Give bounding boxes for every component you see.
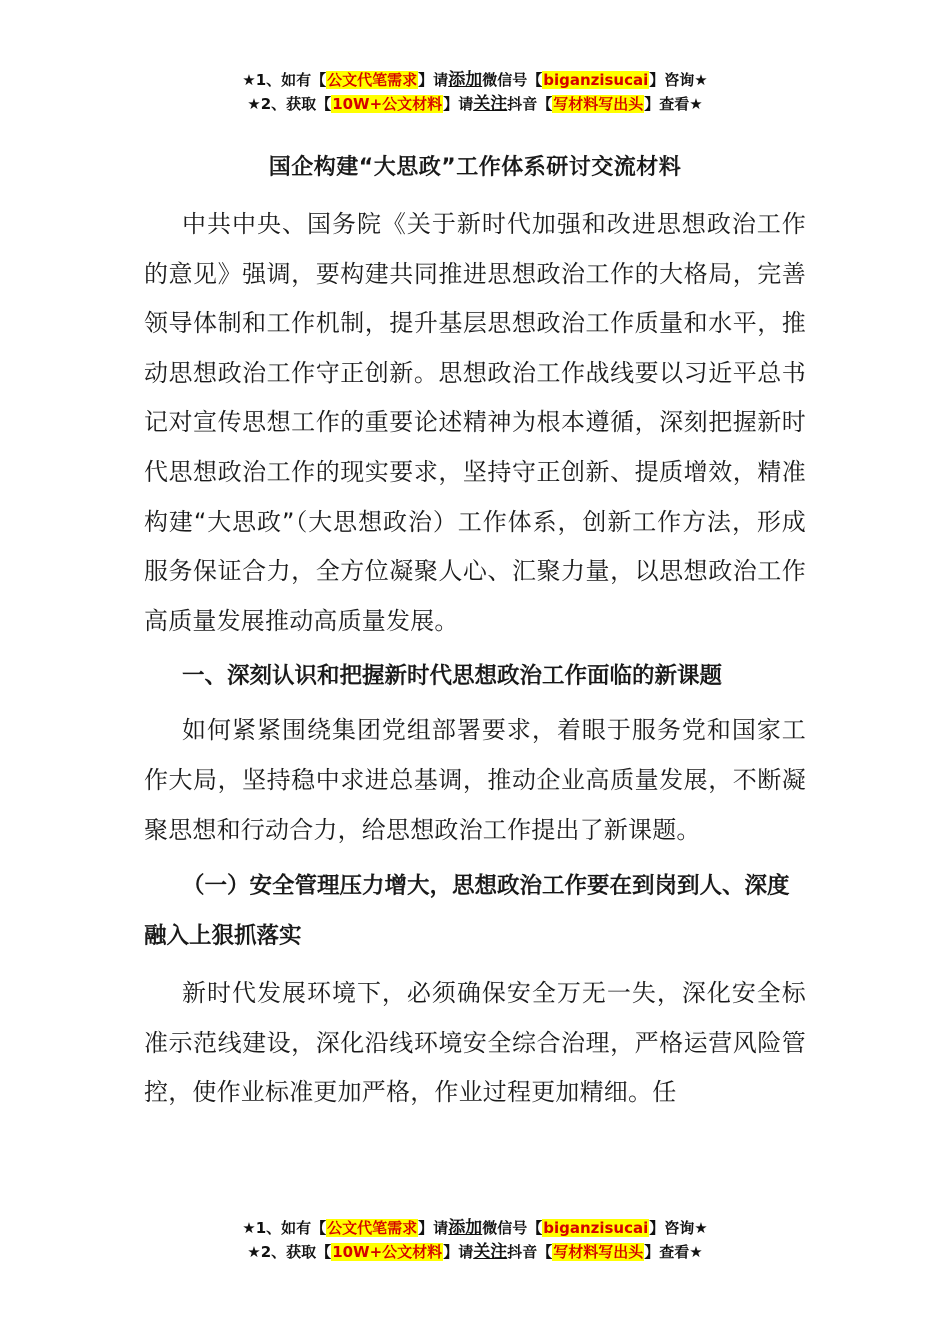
promo-wechat-id: biganzisucai <box>543 71 649 89</box>
promo-text: 微信号【 <box>482 71 543 89</box>
promo-highlight: 10W+公文材料 <box>332 95 443 113</box>
promo-emphasis: 添加 <box>448 1218 483 1238</box>
section-heading-1: 一、深刻认识和把握新时代思想政治工作面临的新课题 <box>182 663 723 690</box>
promo-banner-top <box>0 68 950 116</box>
promo-suffix: 】咨询★ <box>649 71 708 89</box>
promo-prefix: ★2、获取【 <box>247 1243 332 1261</box>
promo-line-2 <box>0 92 950 116</box>
subsection-heading-1: （一）安全管理压力增大，思想政治工作要在到岗到人、深度融入上狠抓落实 <box>144 873 790 950</box>
promo-emphasis: 添加 <box>448 70 483 90</box>
subsection-1-paragraph: 新时代发展环境下，必须确保安全万无一失，深化安全标准示范线建设，深化沿线环境安全综合治理，严格运营风险管控，使作业标准更加严格，作业过程更加精细。任 <box>144 979 806 1107</box>
promo-suffix: 】咨询★ <box>649 1219 708 1237</box>
promo-line-2 <box>0 1240 950 1264</box>
promo-douyin-id: 写材料写出头 <box>553 1243 644 1261</box>
promo-prefix: ★1、如有【 <box>242 1219 327 1237</box>
promo-highlight: 公文代笔需求 <box>327 71 418 89</box>
intro-paragraph: 中共中央、国务院《关于新时代加强和改进思想政治工作的意见》强调，要构建共同推进思想政治工作的大格局，完善领导体制和工作机制，提升基层思想政治工作质量和水平，推动思想政治工作守正创新。思想政治工作战线要以习近平总书记对宣传思想工作的重要论述精神为根本遵循，深刻把握新时代思想政治工作的现实要求，坚持守正创新、提质增效，精准构建“大思政”（大思想政治）工作体系，创新工作方法，形成服务保证合力，全方位凝聚人心、汇聚力量，以思想政治工作高质量发展推动高质量发展。 <box>144 210 806 635</box>
promo-prefix: ★1、如有【 <box>242 71 327 89</box>
promo-text: 抖音【 <box>507 95 553 113</box>
promo-wechat-id: biganzisucai <box>543 1219 649 1237</box>
promo-highlight: 10W+公文材料 <box>332 1243 443 1261</box>
promo-suffix: 】查看★ <box>644 1243 703 1261</box>
promo-prefix: ★2、获取【 <box>247 95 332 113</box>
document-title: 国企构建“大思政”工作体系研讨交流材料 <box>268 155 682 180</box>
promo-text: 】请 <box>443 95 474 113</box>
promo-text: 抖音【 <box>507 1243 553 1261</box>
promo-text: 】请 <box>443 1243 474 1261</box>
promo-text: 】请 <box>418 71 449 89</box>
promo-emphasis: 关注 <box>473 1242 508 1262</box>
promo-highlight: 公文代笔需求 <box>327 1219 418 1237</box>
promo-douyin-id: 写材料写出头 <box>553 95 644 113</box>
promo-line-1 <box>0 1216 950 1240</box>
promo-emphasis: 关注 <box>473 94 508 114</box>
promo-banner-bottom <box>0 1216 950 1264</box>
promo-text: 】请 <box>418 1219 449 1237</box>
promo-line-1 <box>0 68 950 92</box>
promo-suffix: 】查看★ <box>644 95 703 113</box>
section-1-paragraph: 如何紧紧围绕集团党组部署要求，着眼于服务党和国家工作大局，坚持稳中求进总基调，推动企业高质量发展，不断凝聚思想和行动合力，给思想政治工作提出了新课题。 <box>144 716 806 844</box>
promo-text: 微信号【 <box>482 1219 543 1237</box>
document-body <box>144 144 806 1124</box>
